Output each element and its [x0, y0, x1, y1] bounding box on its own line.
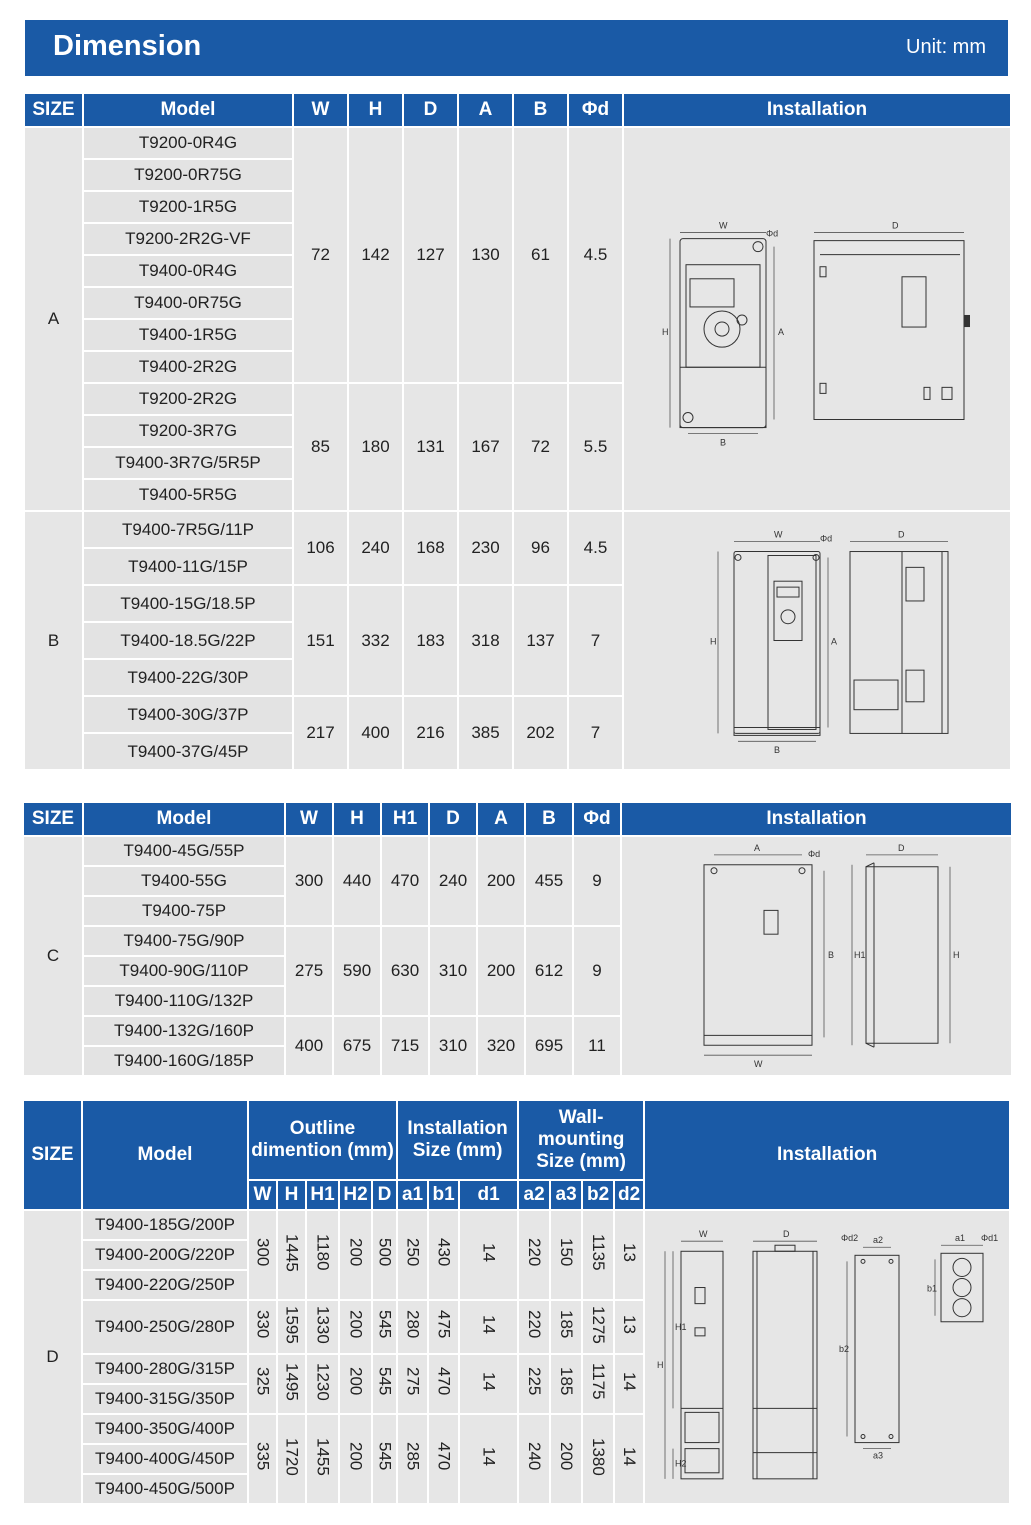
value-h2: 200: [340, 1415, 371, 1503]
value-a: 320: [478, 1017, 524, 1075]
svg-text:W: W: [699, 1229, 708, 1240]
model-cell: T9400-22G/30P: [84, 660, 292, 695]
model-cell: T9400-90G/110P: [84, 957, 284, 985]
model-cell: T9400-110G/132P: [84, 987, 284, 1015]
value-d2: 13: [615, 1301, 643, 1353]
value-h1: 470: [382, 837, 428, 925]
value-a2: 225: [519, 1355, 549, 1413]
value-h1: 1330: [307, 1301, 338, 1353]
sub-col-a1: a1: [398, 1181, 427, 1209]
model-cell: T9200-2R2G-VF: [84, 224, 292, 254]
model-cell: T9400-18.5G/22P: [84, 623, 292, 658]
svg-text:W: W: [754, 1059, 763, 1070]
model-cell: T9400-220G/250P: [83, 1271, 247, 1299]
model-cell: T9400-37G/45P: [84, 734, 292, 769]
model-cell: T9400-400G/450P: [83, 1445, 247, 1473]
col-outline-dimension: Outline dimention (mm): [249, 1101, 396, 1179]
model-cell: T9400-0R4G: [84, 256, 292, 286]
value-phi-d: 11: [574, 1017, 620, 1075]
model-cell: T9400-15G/18.5P: [84, 586, 292, 621]
col-wall-mounting-size: Wall-mounting Size (mm): [519, 1101, 643, 1179]
value-a3: 185: [551, 1301, 581, 1353]
value-h: 1595: [278, 1301, 305, 1353]
col-installation: Installation: [622, 803, 1011, 835]
value-w: 330: [249, 1301, 276, 1353]
value-a: 200: [478, 837, 524, 925]
value-phi-d: 4.5: [569, 128, 622, 382]
size-cell: B: [25, 512, 82, 769]
value-w: 335: [249, 1415, 276, 1503]
svg-text:D: D: [892, 220, 899, 231]
value-b2: 1275: [583, 1301, 613, 1353]
value-b1: 470: [429, 1415, 458, 1503]
model-cell: T9400-250G/280P: [83, 1301, 247, 1353]
svg-text:b1: b1: [927, 1283, 938, 1294]
svg-text:H1: H1: [675, 1321, 687, 1332]
value-h2: 200: [340, 1355, 371, 1413]
value-d1: 14: [460, 1301, 517, 1353]
value-b: 612: [526, 927, 572, 1015]
svg-text:Φd2: Φd2: [841, 1233, 859, 1244]
col-d: D: [404, 94, 457, 126]
value-h2: 200: [340, 1211, 371, 1299]
svg-text:Φd: Φd: [820, 533, 833, 544]
value-d1: 14: [460, 1211, 517, 1299]
model-cell: T9400-1R5G: [84, 320, 292, 350]
installation-diagram-a: [624, 128, 1010, 510]
value-h1: 1180: [307, 1211, 338, 1299]
value-d: 545: [373, 1301, 396, 1353]
col-b: B: [526, 803, 572, 835]
col-d: D: [430, 803, 476, 835]
svg-text:D: D: [898, 842, 905, 853]
svg-text:H: H: [662, 327, 669, 338]
model-cell: T9200-2R2G: [84, 384, 292, 414]
value-w: 85: [294, 384, 347, 510]
value-b1: 470: [429, 1355, 458, 1413]
svg-text:B: B: [828, 950, 835, 960]
value-b1: 475: [429, 1301, 458, 1353]
svg-text:B: B: [774, 745, 781, 756]
value-w: 300: [249, 1211, 276, 1299]
value-h: 440: [334, 837, 380, 925]
inverter-size-d-drawing: [645, 1211, 1009, 1503]
svg-text:a3: a3: [873, 1450, 884, 1461]
svg-text:H: H: [657, 1360, 664, 1371]
value-h: 1720: [278, 1415, 305, 1503]
sub-col-h: H: [278, 1181, 305, 1209]
model-cell: T9400-30G/37P: [84, 697, 292, 732]
model-cell: T9400-75G/90P: [84, 927, 284, 955]
col-installation: Installation: [645, 1101, 1009, 1209]
value-phi-d: 7: [569, 697, 622, 769]
svg-text:H2: H2: [675, 1458, 687, 1469]
page-title: Dimension: [53, 30, 202, 62]
value-b: 137: [514, 586, 567, 695]
value-d: 183: [404, 586, 457, 695]
value-d1: 14: [460, 1415, 517, 1503]
value-b2: 1135: [583, 1211, 613, 1299]
svg-text:B: B: [720, 437, 726, 448]
value-b: 96: [514, 512, 567, 584]
col-model: Model: [84, 803, 284, 835]
size-cell: A: [25, 128, 82, 510]
col-a: A: [459, 94, 512, 126]
inverter-size-b-drawing: [624, 512, 1010, 769]
sub-col-w: W: [249, 1181, 276, 1209]
value-h: 180: [349, 384, 402, 510]
model-cell: T9400-3R7G/5R5P: [84, 448, 292, 478]
value-d: 310: [430, 1017, 476, 1075]
value-phi-d: 5.5: [569, 384, 622, 510]
value-h1: 1230: [307, 1355, 338, 1413]
value-a2: 220: [519, 1301, 549, 1353]
value-h1: 1455: [307, 1415, 338, 1503]
model-cell: T9400-350G/400P: [83, 1415, 247, 1443]
value-a: 130: [459, 128, 512, 382]
col-installation: Installation: [624, 94, 1010, 126]
dimension-banner: [25, 20, 1008, 76]
value-w: 72: [294, 128, 347, 382]
value-d: 545: [373, 1355, 396, 1413]
value-a1: 250: [398, 1211, 427, 1299]
value-b: 72: [514, 384, 567, 510]
value-b: 455: [526, 837, 572, 925]
value-d: 500: [373, 1211, 396, 1299]
model-cell: T9400-160G/185P: [84, 1047, 284, 1075]
value-a: 200: [478, 927, 524, 1015]
svg-text:Φd: Φd: [766, 228, 779, 239]
value-phi-d: 9: [574, 837, 620, 925]
value-h: 400: [349, 697, 402, 769]
value-w: 300: [286, 837, 332, 925]
value-a: 385: [459, 697, 512, 769]
sub-col-h2: H2: [340, 1181, 371, 1209]
model-cell: T9400-185G/200P: [83, 1211, 247, 1239]
svg-text:A: A: [778, 327, 784, 338]
value-d: 127: [404, 128, 457, 382]
col-w: W: [286, 803, 332, 835]
model-cell: T9400-200G/220P: [83, 1241, 247, 1269]
value-a3: 150: [551, 1211, 581, 1299]
value-h: 142: [349, 128, 402, 382]
value-b2: 1380: [583, 1415, 613, 1503]
value-b: 695: [526, 1017, 572, 1075]
value-a1: 280: [398, 1301, 427, 1353]
inverter-size-a-drawing: [624, 128, 1010, 510]
model-cell: T9400-0R75G: [84, 288, 292, 318]
sub-col-a2: a2: [519, 1181, 549, 1209]
value-h1: 715: [382, 1017, 428, 1075]
model-cell: T9400-315G/350P: [83, 1385, 247, 1413]
svg-text:A: A: [754, 842, 761, 853]
sub-col-b2: b2: [583, 1181, 613, 1209]
model-cell: T9200-0R75G: [84, 160, 292, 190]
dimension-table-d: [22, 1099, 1011, 1505]
value-phi-d: 9: [574, 927, 620, 1015]
model-cell: T9200-1R5G: [84, 192, 292, 222]
col-size: SIZE: [25, 94, 82, 126]
svg-text:A: A: [831, 636, 838, 647]
value-a: 167: [459, 384, 512, 510]
installation-diagram-d: [645, 1211, 1009, 1503]
sub-col-d1: d1: [460, 1181, 517, 1209]
value-a3: 185: [551, 1355, 581, 1413]
value-b: 61: [514, 128, 567, 382]
sub-col-b1: b1: [429, 1181, 458, 1209]
svg-text:H1: H1: [854, 950, 866, 960]
value-w: 106: [294, 512, 347, 584]
svg-text:W: W: [719, 220, 728, 231]
col-phi-d: Φd: [569, 94, 622, 126]
value-d: 168: [404, 512, 457, 584]
col-w: W: [294, 94, 347, 126]
svg-text:H: H: [710, 636, 717, 647]
model-cell: T9400-11G/15P: [84, 549, 292, 584]
svg-text:D: D: [783, 1229, 790, 1240]
svg-text:a2: a2: [873, 1235, 884, 1246]
col-h1: H1: [382, 803, 428, 835]
sub-col-h1: H1: [307, 1181, 338, 1209]
sub-col-a3: a3: [551, 1181, 581, 1209]
value-h: 1495: [278, 1355, 305, 1413]
svg-text:b2: b2: [839, 1343, 850, 1354]
value-phi-d: 7: [569, 586, 622, 695]
value-b1: 430: [429, 1211, 458, 1299]
col-a: A: [478, 803, 524, 835]
value-h: 240: [349, 512, 402, 584]
col-installation-size: Installation Size (mm): [398, 1101, 517, 1179]
col-h: H: [349, 94, 402, 126]
svg-text:W: W: [774, 529, 783, 540]
value-h2: 200: [340, 1301, 371, 1353]
svg-text:Φd1: Φd1: [981, 1233, 999, 1244]
model-cell: T9400-280G/315P: [83, 1355, 247, 1383]
value-h: 332: [349, 586, 402, 695]
value-b2: 1175: [583, 1355, 613, 1413]
value-w: 275: [286, 927, 332, 1015]
value-d: 216: [404, 697, 457, 769]
value-h: 590: [334, 927, 380, 1015]
value-a2: 240: [519, 1415, 549, 1503]
value-a2: 220: [519, 1211, 549, 1299]
value-d1: 14: [460, 1355, 517, 1413]
value-w: 400: [286, 1017, 332, 1075]
value-a1: 285: [398, 1415, 427, 1503]
size-cell: C: [24, 837, 82, 1075]
value-a3: 200: [551, 1415, 581, 1503]
value-a: 230: [459, 512, 512, 584]
col-model: Model: [84, 94, 292, 126]
svg-text:H: H: [953, 950, 960, 960]
model-cell: T9400-2R2G: [84, 352, 292, 382]
value-w: 151: [294, 586, 347, 695]
col-size: SIZE: [24, 803, 82, 835]
value-d2: 14: [615, 1415, 643, 1503]
col-b: B: [514, 94, 567, 126]
value-a: 318: [459, 586, 512, 695]
model-cell: T9400-75P: [84, 897, 284, 925]
model-cell: T9400-450G/500P: [83, 1475, 247, 1503]
col-phi-d: Φd: [574, 803, 620, 835]
sub-col-d2: d2: [615, 1181, 643, 1209]
value-d: 545: [373, 1415, 396, 1503]
model-cell: T9400-5R5G: [84, 480, 292, 510]
installation-diagram-b: [624, 512, 1010, 769]
installation-diagram-c: [622, 837, 1011, 1075]
value-phi-d: 4.5: [569, 512, 622, 584]
model-cell: T9400-55G: [84, 867, 284, 895]
value-h: 675: [334, 1017, 380, 1075]
unit-label: Unit: mm: [906, 36, 986, 58]
col-model: Model: [83, 1101, 247, 1209]
inverter-size-c-drawing: [622, 837, 1011, 1075]
value-a1: 275: [398, 1355, 427, 1413]
model-cell: T9400-132G/160P: [84, 1017, 284, 1045]
svg-text:a1: a1: [955, 1233, 966, 1244]
model-cell: T9200-0R4G: [84, 128, 292, 158]
dimension-table-ab: [23, 92, 1012, 771]
col-h: H: [334, 803, 380, 835]
value-h1: 630: [382, 927, 428, 1015]
value-b: 202: [514, 697, 567, 769]
value-d2: 13: [615, 1211, 643, 1299]
svg-text:D: D: [898, 529, 905, 540]
value-d: 240: [430, 837, 476, 925]
value-d: 310: [430, 927, 476, 1015]
svg-text:Φd: Φd: [808, 848, 821, 859]
size-cell: D: [24, 1211, 81, 1503]
value-w: 325: [249, 1355, 276, 1413]
value-d: 131: [404, 384, 457, 510]
value-h: 1445: [278, 1211, 305, 1299]
model-cell: T9200-3R7G: [84, 416, 292, 446]
dimension-table-c: [22, 801, 1013, 1077]
model-cell: T9400-7R5G/11P: [84, 512, 292, 547]
model-cell: T9400-45G/55P: [84, 837, 284, 865]
col-size: SIZE: [24, 1101, 81, 1209]
sub-col-d: D: [373, 1181, 396, 1209]
value-d2: 14: [615, 1355, 643, 1413]
value-w: 217: [294, 697, 347, 769]
